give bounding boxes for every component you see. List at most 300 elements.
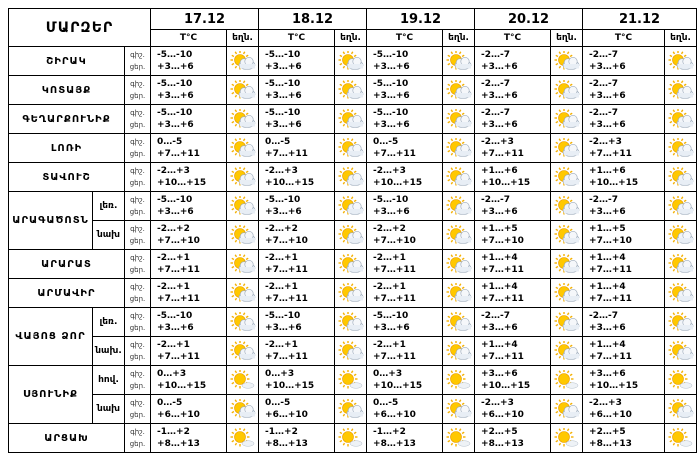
partly-cloudy-icon [665, 76, 697, 105]
night-temp: 0…-5 [373, 137, 399, 147]
night-temp: 0…-5 [157, 137, 183, 147]
day-temp: +8…+13 [157, 439, 200, 449]
sun-icon [335, 366, 367, 395]
night-label: գիշ. [130, 428, 145, 436]
night-temp: -2…-7 [481, 50, 511, 60]
day-temp: +8…+13 [481, 439, 524, 449]
temperature-cell [367, 221, 443, 250]
night-label: գիշ. [130, 254, 145, 262]
weather-header: եղն. [665, 30, 697, 47]
day-temp: +7…+11 [481, 294, 524, 304]
day-night-label [125, 163, 151, 192]
partly-cloudy-icon [443, 163, 475, 192]
partly-cloudy-icon [227, 105, 259, 134]
partly-cloudy-icon [443, 337, 475, 366]
day-label: ցեր. [129, 150, 146, 158]
temperature-cell [259, 47, 335, 76]
partly-cloudy-icon [551, 163, 583, 192]
zone-label: նախ. [93, 337, 125, 366]
region-name: ՎԱՅՈՑ ՁՈՐ [9, 308, 93, 366]
night-temp: +1…+5 [589, 224, 626, 234]
day-night-label [125, 76, 151, 105]
night-temp: -5…-10 [265, 195, 301, 205]
night-temp: -2…+1 [265, 253, 298, 263]
temperature-cell [367, 134, 443, 163]
partly-cloudy-icon [443, 308, 475, 337]
temperature-cell [151, 395, 227, 424]
temperature-cell [259, 221, 335, 250]
day-label: ցեր. [129, 63, 146, 71]
night-label: գիշ. [130, 167, 145, 175]
zone-label: նախ [93, 221, 125, 250]
day-temp: +10…+15 [589, 178, 639, 188]
temperature-cell [475, 424, 551, 453]
day-temp: +7…+11 [481, 149, 524, 159]
night-temp: -2…+1 [157, 282, 190, 292]
temperature-cell [367, 250, 443, 279]
day-temp: +6…+10 [589, 410, 632, 420]
night-temp: -2…-7 [589, 311, 619, 321]
day-temp: +3…+6 [589, 62, 626, 72]
night-temp: -2…+2 [265, 224, 298, 234]
temperature-cell [259, 366, 335, 395]
day-label: ցեր. [129, 382, 146, 390]
partly-cloudy-icon [665, 308, 697, 337]
night-label: գիշ. [130, 225, 145, 233]
temperature-cell [151, 163, 227, 192]
day-temp: +3…+6 [157, 91, 194, 101]
temperature-cell [583, 76, 665, 105]
partly-cloudy-icon [227, 76, 259, 105]
day-temp: +7…+11 [265, 294, 308, 304]
sun-icon [443, 424, 475, 453]
night-temp: -2…-7 [589, 108, 619, 118]
table-row [9, 424, 697, 453]
night-temp: 0…+3 [265, 369, 295, 379]
partly-cloudy-icon [551, 192, 583, 221]
night-temp: +3…+6 [481, 369, 518, 379]
zone-label: հով. [93, 366, 125, 395]
partly-cloudy-icon [227, 395, 259, 424]
temperature-cell [367, 366, 443, 395]
partly-cloudy-icon [335, 250, 367, 279]
day-night-label [125, 250, 151, 279]
night-temp: -5…-10 [373, 195, 409, 205]
night-label: գիշ. [130, 51, 145, 59]
day-temp: +7…+11 [589, 265, 632, 275]
day-temp: +7…+10 [265, 236, 308, 246]
temperature-cell [475, 250, 551, 279]
temperature-cell [583, 47, 665, 76]
partly-cloudy-icon [335, 395, 367, 424]
partly-cloudy-icon [227, 134, 259, 163]
day-temp: +3…+6 [481, 120, 518, 130]
day-temp: +3…+6 [265, 207, 302, 217]
day-temp: +7…+11 [589, 149, 632, 159]
day-temp: +6…+10 [157, 410, 200, 420]
temperature-cell [367, 105, 443, 134]
night-temp: -2…-7 [589, 79, 619, 89]
day-temp: +6…+10 [373, 410, 416, 420]
night-temp: -2…-7 [481, 79, 511, 89]
partly-cloudy-icon [227, 279, 259, 308]
date-header: 18.12 [259, 9, 367, 30]
temperature-cell [367, 163, 443, 192]
temperature-cell [583, 395, 665, 424]
day-temp: +7…+11 [157, 265, 200, 275]
partly-cloudy-icon [665, 395, 697, 424]
day-temp: +7…+11 [265, 265, 308, 275]
night-temp: -5…-10 [157, 79, 193, 89]
sun-icon [551, 424, 583, 453]
partly-cloudy-icon [665, 221, 697, 250]
day-label: ցեր. [129, 324, 146, 332]
partly-cloudy-icon [335, 47, 367, 76]
day-label: ցեր. [129, 440, 146, 448]
day-temp: +7…+10 [481, 236, 524, 246]
day-label: ցեր. [129, 121, 146, 129]
day-label: ցեր. [129, 266, 146, 274]
zone-label: լեռ. [93, 308, 125, 337]
table-row [9, 221, 697, 250]
region-name: ԳԵՂԱՐՔՈՒՆԻՔ [9, 105, 125, 134]
day-temp: +10…+15 [265, 178, 315, 188]
temperature-cell [259, 134, 335, 163]
night-temp: -1…+2 [265, 427, 298, 437]
weather-header: եղն. [227, 30, 259, 47]
night-temp: -2…+3 [265, 166, 298, 176]
night-temp: -5…-10 [373, 50, 409, 60]
date-header: 20.12 [475, 9, 583, 30]
temperature-cell [259, 424, 335, 453]
day-label: ցեր. [129, 179, 146, 187]
partly-cloudy-icon [551, 47, 583, 76]
day-temp: +7…+11 [589, 294, 632, 304]
temperature-cell [151, 134, 227, 163]
night-temp: 0…-5 [265, 137, 291, 147]
partly-cloudy-icon [335, 221, 367, 250]
temperature-cell [475, 337, 551, 366]
day-night-label [125, 192, 151, 221]
temperature-cell [583, 192, 665, 221]
temperature-cell [583, 163, 665, 192]
region-name: ԱՐԱԳԱԾՈՏՆ [9, 192, 93, 250]
partly-cloudy-icon [227, 337, 259, 366]
night-temp: -2…+2 [157, 224, 190, 234]
temperature-cell [475, 308, 551, 337]
night-temp: -5…-10 [157, 108, 193, 118]
partly-cloudy-icon [551, 279, 583, 308]
partly-cloudy-icon [443, 395, 475, 424]
partly-cloudy-icon [551, 308, 583, 337]
day-temp: +10…+15 [589, 381, 639, 391]
day-night-label [125, 221, 151, 250]
day-night-label [125, 105, 151, 134]
night-temp: +1…+4 [589, 282, 626, 292]
sun-icon [665, 366, 697, 395]
temp-header: T°C [367, 30, 443, 47]
night-temp: +1…+4 [589, 340, 626, 350]
date-header: 21.12 [583, 9, 697, 30]
day-temp: +3…+6 [157, 323, 194, 333]
table-row [9, 250, 697, 279]
temperature-cell [583, 250, 665, 279]
night-label: գիշ. [130, 312, 145, 320]
night-temp: -2…-7 [589, 195, 619, 205]
night-temp: +1…+4 [481, 340, 518, 350]
temperature-cell [367, 76, 443, 105]
temperature-cell [583, 337, 665, 366]
night-label: գիշ. [130, 138, 145, 146]
day-temp: +7…+10 [157, 236, 200, 246]
day-night-label [125, 366, 151, 395]
region-name: ԱՐԱՐԱՏ [9, 250, 125, 279]
partly-cloudy-icon [665, 250, 697, 279]
partly-cloudy-icon [443, 134, 475, 163]
day-temp: +7…+11 [589, 352, 632, 362]
night-label: գիշ. [130, 341, 145, 349]
temperature-cell [367, 47, 443, 76]
temperature-cell [259, 337, 335, 366]
table-row [9, 76, 697, 105]
partly-cloudy-icon [443, 76, 475, 105]
day-temp: +3…+6 [589, 323, 626, 333]
temperature-cell [367, 395, 443, 424]
temperature-cell [475, 76, 551, 105]
table-row [9, 192, 697, 221]
night-temp: -2…+3 [589, 137, 622, 147]
temperature-cell [475, 163, 551, 192]
partly-cloudy-icon [551, 250, 583, 279]
day-temp: +6…+10 [481, 410, 524, 420]
temperature-cell [151, 366, 227, 395]
night-temp: -2…+1 [157, 253, 190, 263]
day-temp: +3…+6 [589, 207, 626, 217]
partly-cloudy-icon [665, 279, 697, 308]
night-temp: 0…-5 [265, 398, 291, 408]
temperature-cell [475, 395, 551, 424]
night-label: գիշ. [130, 370, 145, 378]
sun-icon [665, 424, 697, 453]
partly-cloudy-icon [443, 192, 475, 221]
date-header: 17.12 [151, 9, 259, 30]
weather-header: եղն. [443, 30, 475, 47]
day-temp: +8…+13 [265, 439, 308, 449]
day-temp: +7…+11 [265, 352, 308, 362]
temperature-cell [151, 76, 227, 105]
day-temp: +7…+11 [373, 149, 416, 159]
temperature-cell [151, 279, 227, 308]
partly-cloudy-icon [227, 250, 259, 279]
temperature-cell [475, 279, 551, 308]
day-night-label [125, 395, 151, 424]
partly-cloudy-icon [335, 76, 367, 105]
partly-cloudy-icon [551, 395, 583, 424]
day-temp: +3…+6 [157, 62, 194, 72]
day-label: ցեր. [129, 208, 146, 216]
partly-cloudy-icon [335, 134, 367, 163]
partly-cloudy-icon [665, 105, 697, 134]
day-temp: +7…+11 [373, 294, 416, 304]
partly-cloudy-icon [227, 47, 259, 76]
zone-label: լեռ. [93, 192, 125, 221]
partly-cloudy-icon [551, 221, 583, 250]
night-label: գիշ. [130, 399, 145, 407]
temperature-cell [259, 76, 335, 105]
night-temp: 0…+3 [373, 369, 403, 379]
temperature-cell [151, 308, 227, 337]
partly-cloudy-icon [551, 76, 583, 105]
temperature-cell [475, 366, 551, 395]
table-row [9, 47, 697, 76]
night-temp: -5…-10 [265, 311, 301, 321]
day-temp: +10…+15 [157, 178, 207, 188]
partly-cloudy-icon [335, 192, 367, 221]
night-temp: -2…+3 [157, 166, 190, 176]
partly-cloudy-icon [665, 47, 697, 76]
day-label: ցեր. [129, 353, 146, 361]
temperature-cell [367, 192, 443, 221]
night-temp: +1…+6 [589, 166, 626, 176]
day-night-label [125, 279, 151, 308]
temperature-cell [151, 337, 227, 366]
day-temp: +3…+6 [373, 91, 410, 101]
weather-header: եղն. [551, 30, 583, 47]
partly-cloudy-icon [227, 192, 259, 221]
night-temp: -1…+2 [157, 427, 190, 437]
night-temp: 0…+3 [157, 369, 187, 379]
day-temp: +3…+6 [373, 120, 410, 130]
temperature-cell [583, 134, 665, 163]
temperature-cell [475, 134, 551, 163]
day-temp: +7…+11 [157, 352, 200, 362]
day-temp: +7…+10 [373, 236, 416, 246]
table-row [9, 337, 697, 366]
night-temp: -2…+2 [373, 224, 406, 234]
day-temp: +3…+6 [373, 323, 410, 333]
partly-cloudy-icon [551, 105, 583, 134]
temp-header: T°C [475, 30, 551, 47]
table-row [9, 134, 697, 163]
night-temp: -2…+1 [373, 282, 406, 292]
temperature-cell [583, 279, 665, 308]
night-temp: -2…+3 [589, 398, 622, 408]
day-temp: +3…+6 [481, 62, 518, 72]
region-name: ԱՐՄԱՎԻՐ [9, 279, 125, 308]
region-name: ՍՅՈՒՆԻՔ [9, 366, 93, 424]
partly-cloudy-icon [443, 279, 475, 308]
day-temp: +3…+6 [589, 120, 626, 130]
temp-header: T°C [259, 30, 335, 47]
day-temp: +10…+15 [157, 381, 207, 391]
day-temp: +3…+6 [481, 91, 518, 101]
day-label: ցեր. [129, 411, 146, 419]
day-temp: +10…+15 [265, 381, 315, 391]
temperature-cell [151, 192, 227, 221]
night-label: գիշ. [130, 80, 145, 88]
temperature-cell [259, 105, 335, 134]
temp-header: T°C [583, 30, 665, 47]
region-column-header: ՄԱՐԶԵՐ [9, 9, 151, 47]
temperature-cell [583, 221, 665, 250]
night-temp: -2…+1 [265, 340, 298, 350]
day-temp: +7…+11 [481, 352, 524, 362]
table-row [9, 279, 697, 308]
night-temp: -2…-7 [481, 195, 511, 205]
temperature-cell [259, 395, 335, 424]
temperature-cell [259, 279, 335, 308]
day-temp: +3…+6 [589, 91, 626, 101]
temperature-cell [259, 308, 335, 337]
table-row [9, 105, 697, 134]
temperature-cell [367, 308, 443, 337]
night-temp: +1…+5 [481, 224, 518, 234]
night-temp: -2…+1 [157, 340, 190, 350]
temp-header: T°C [151, 30, 227, 47]
table-row [9, 395, 697, 424]
temperature-cell [367, 337, 443, 366]
sun-icon [227, 424, 259, 453]
night-temp: +2…+5 [481, 427, 518, 437]
day-temp: +3…+6 [265, 120, 302, 130]
night-temp: -2…-7 [481, 311, 511, 321]
day-temp: +7…+11 [373, 352, 416, 362]
day-temp: +10…+15 [373, 178, 423, 188]
night-label: գիշ. [130, 196, 145, 204]
region-name: ԱՐՑԱԽ [9, 424, 125, 453]
day-temp: +3…+6 [373, 207, 410, 217]
day-night-label [125, 424, 151, 453]
night-temp: -2…+3 [481, 137, 514, 147]
day-temp: +3…+6 [373, 62, 410, 72]
night-temp: -2…+1 [265, 282, 298, 292]
partly-cloudy-icon [551, 337, 583, 366]
sun-icon [551, 366, 583, 395]
temperature-cell [151, 221, 227, 250]
day-temp: +7…+11 [157, 149, 200, 159]
day-temp: +10…+15 [481, 178, 531, 188]
partly-cloudy-icon [335, 105, 367, 134]
day-night-label [125, 308, 151, 337]
temperature-cell [259, 192, 335, 221]
weather-header: եղն. [335, 30, 367, 47]
day-temp: +3…+6 [157, 207, 194, 217]
day-temp: +7…+11 [481, 265, 524, 275]
partly-cloudy-icon [335, 163, 367, 192]
temperature-cell [583, 424, 665, 453]
night-temp: +1…+4 [589, 253, 626, 263]
partly-cloudy-icon [551, 134, 583, 163]
day-label: ցեր. [129, 237, 146, 245]
temperature-cell [151, 105, 227, 134]
night-temp: +1…+6 [481, 166, 518, 176]
day-temp: +3…+6 [157, 120, 194, 130]
night-temp: -5…-10 [265, 79, 301, 89]
temperature-cell [475, 47, 551, 76]
day-night-label [125, 47, 151, 76]
day-night-label [125, 337, 151, 366]
table-row [9, 308, 697, 337]
night-temp: +2…+5 [589, 427, 626, 437]
night-temp: -5…-10 [373, 311, 409, 321]
temperature-cell [475, 192, 551, 221]
night-temp: -5…-10 [157, 195, 193, 205]
partly-cloudy-icon [227, 308, 259, 337]
region-name: ԼՈՌԻ [9, 134, 125, 163]
table-row [9, 163, 697, 192]
day-temp: +3…+6 [481, 207, 518, 217]
day-temp: +7…+11 [265, 149, 308, 159]
